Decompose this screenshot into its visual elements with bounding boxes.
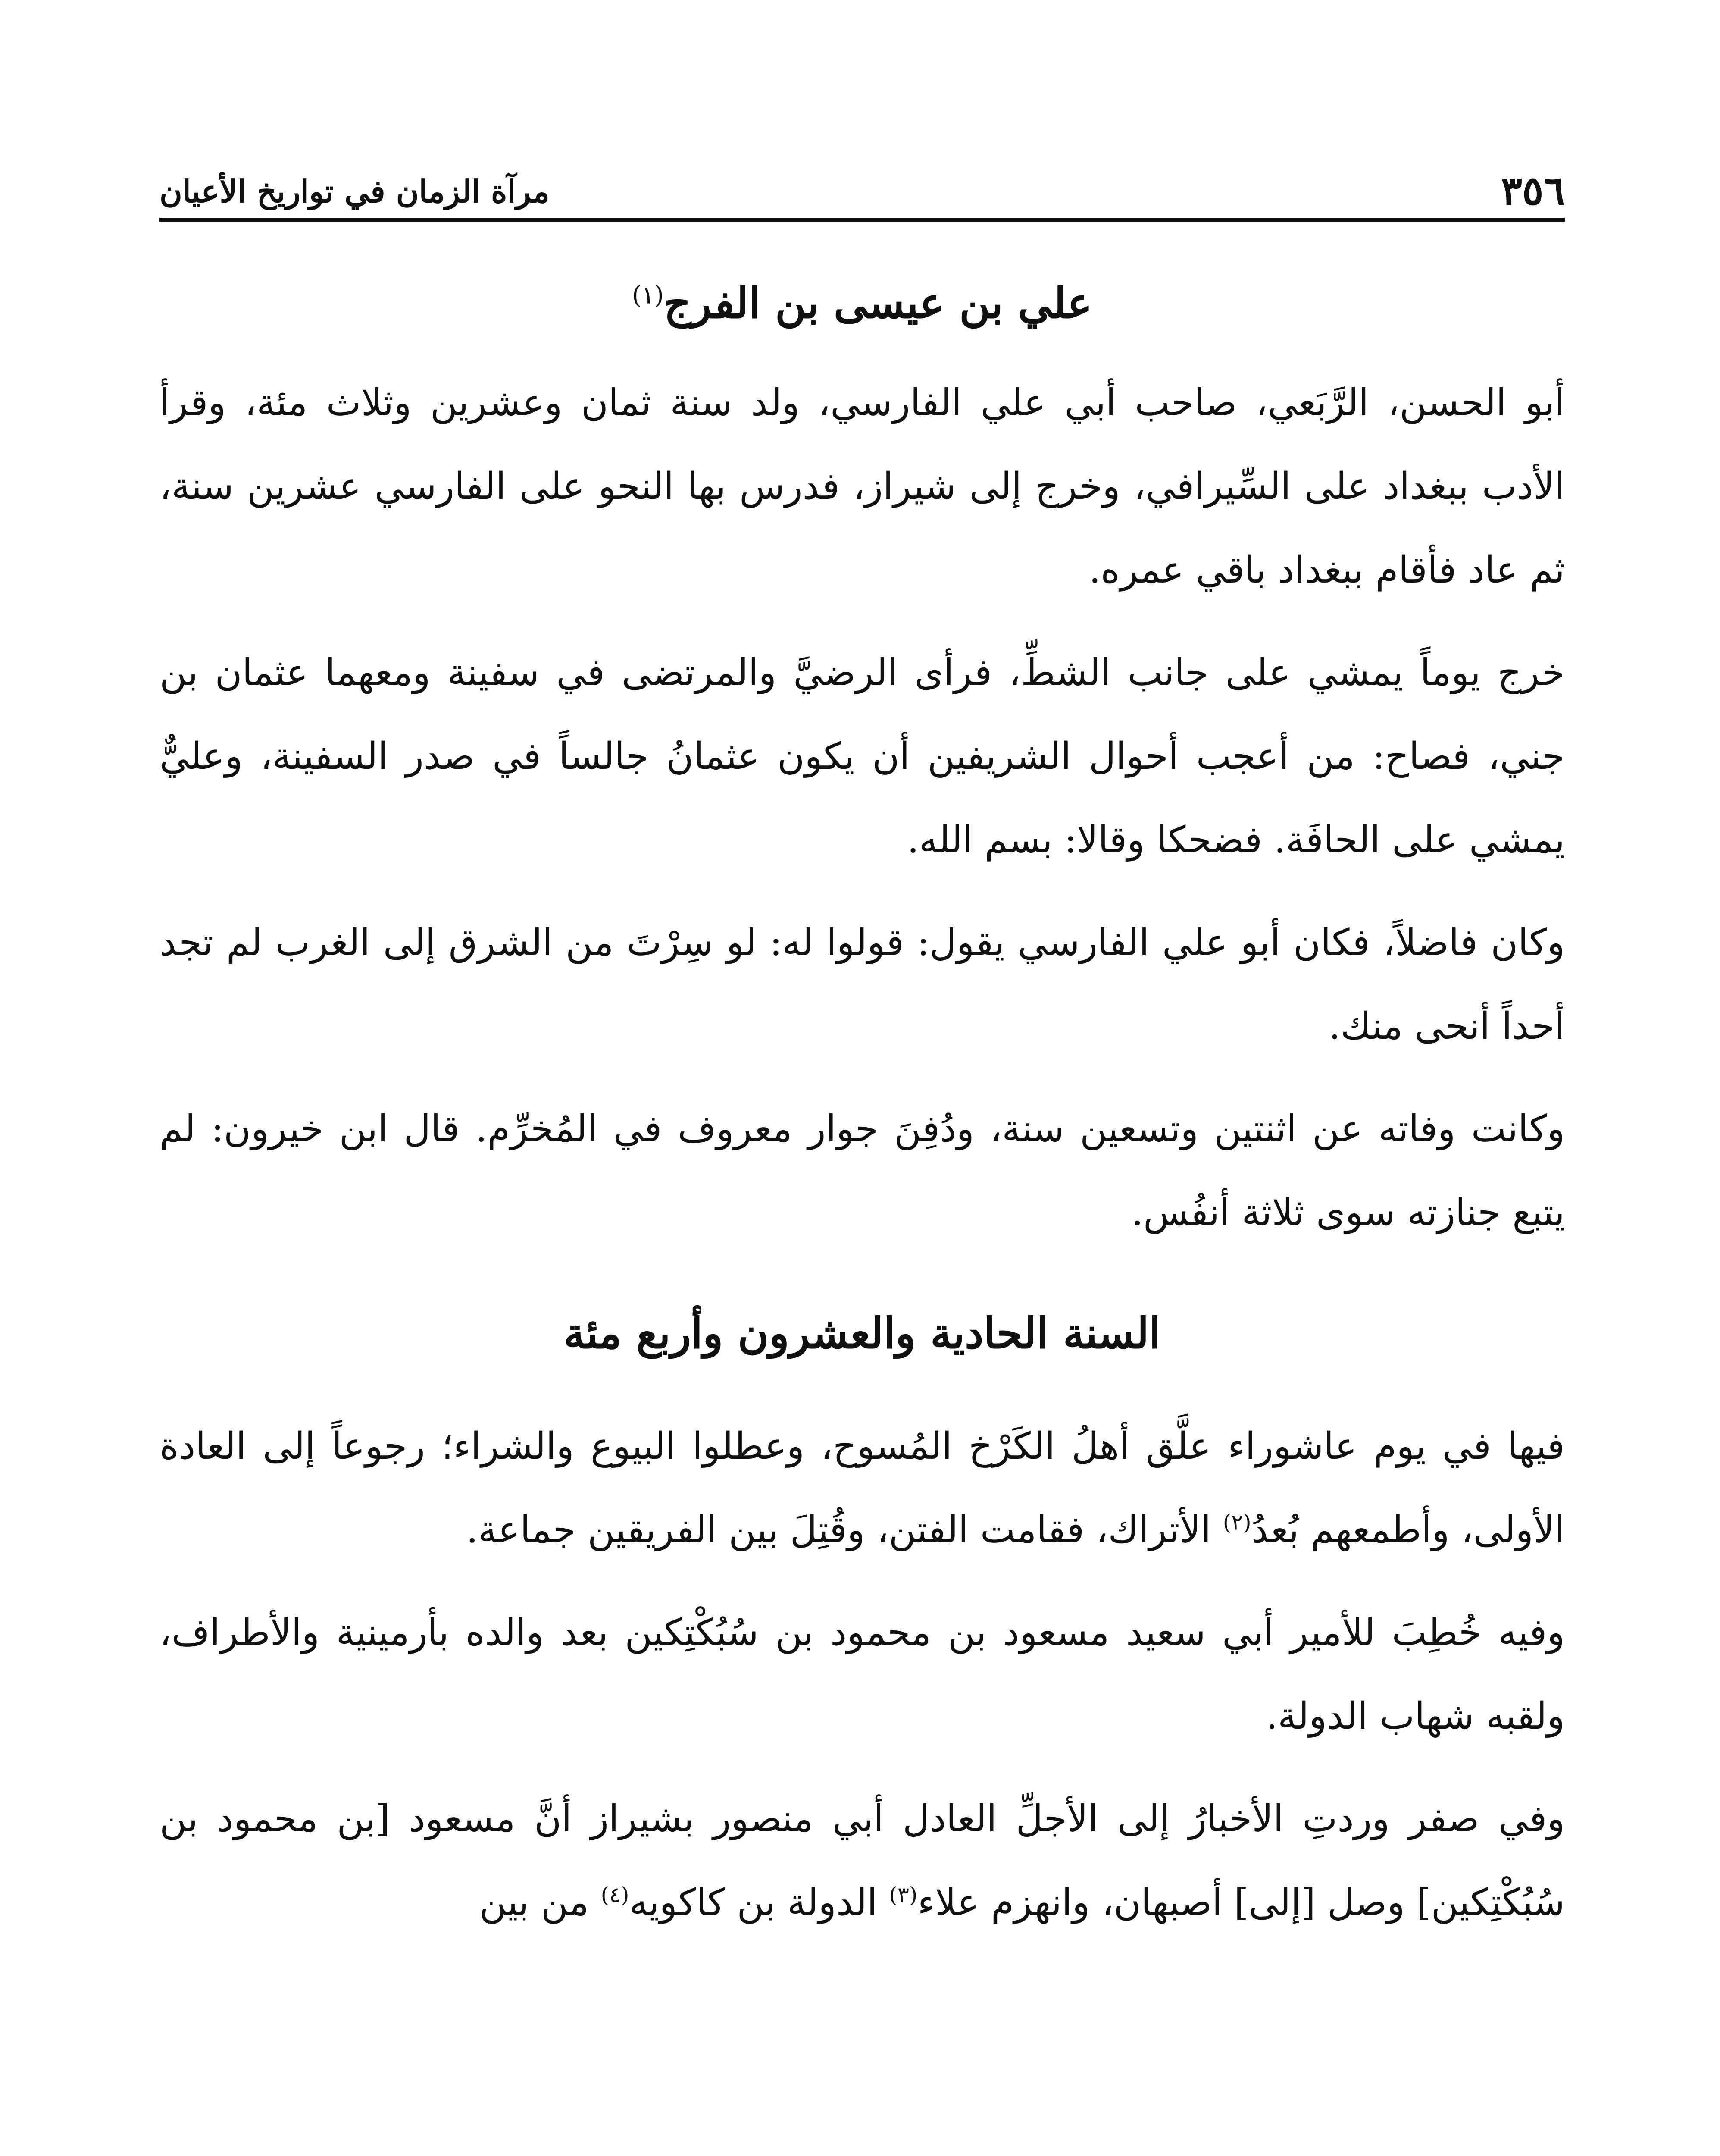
year-paragraph-text: فيها في يوم عاشوراء علَّق أهلُ الكَرْخ المُسوح، وعطلوا البيوع والشراء؛ رجوعاً إلى العادة الأولى، وأطمعهم بُعدُ [159,1424,1565,1551]
year-paragraph-text: الأتراك، فقامت الفتن، وقُتِلَ بين الفريقين جماعة. [466,1508,1223,1551]
footnote-ref-2: (٢) [1223,1510,1251,1535]
running-title: مرآة الزمان في تواريخ الأعيان [159,173,550,210]
page-body [159,276,1565,1963]
year-paragraph: وفيه خُطِبَ للأمير أبي سعيد مسعود بن محمود بن سُبُكْتِكين بعد والده بأرمينية والأطراف، ولقبه شهاب الدولة. [159,1611,1565,1738]
page-header [159,142,1565,216]
entry-paragraph: وكان فاضلاً، فكان أبو علي الفارسي يقول: قولوا له: لو سِرْتَ من الشرق إلى الغرب لم تجد أحداً أنحى منك. [159,921,1565,1048]
entry-title [159,276,1565,331]
year-paragraph [159,1777,1565,1944]
entry-paragraph: أبو الحسن، الرَّبَعي، صاحب أبي علي الفارسي، ولد سنة ثمان وعشرين وثلاث مئة، وقرأ الأدب ببغداد على السِّيرافي، وخرج إلى شيراز، فدرس بها النحو على الفارسي عشرين سنة، ثم عاد فأقام ببغداد باقي عمره. [159,381,1565,592]
entry-paragraph: وكانت وفاته عن اثنتين وتسعين سنة، ودُفِنَ جوار معروف في المُخرِّم. قال ابن خيرون: لم يتبع جنازته سوى ثلاثة أنفُس. [159,1107,1565,1235]
footnote-ref-1: (١) [632,281,664,310]
year-paragraph-text: من بين [479,1880,601,1924]
header-rule [159,218,1565,222]
entry-paragraph: خرج يوماً يمشي على جانب الشطِّ، فرأى الرضيَّ والمرتضى في سفينة ومعهما عثمان بن جني، فصاح: من أعجب أحوال الشريفين أن يكون عثمانُ جالساً في صدر السفينة، وعليٌّ يمشي على الحافَة. فضحكا وقالا: بسم الله. [159,651,1565,862]
page-number: ٣٥٦ [1501,167,1565,214]
year-section-title: السنة الحادية والعشرون وأربع مئة [563,1309,1161,1359]
footnote-ref-4: (٤) [600,1882,629,1908]
entry-title-text: علي بن عيسى بن الفرج [663,279,1092,328]
year-paragraph-text: الدولة بن كاكويه [629,1880,889,1924]
year-paragraph-text: وفي صفر وردتِ الأخبارُ إلى الأجلِّ العادل أبي منصور بشيراز أنَّ مسعود [بن محمود بن سُبُكْتِكين] وصل [إلى] أصبهان، وانهزم علاء [159,1797,1565,1924]
footnote-ref-3: (٣) [889,1882,918,1908]
year-paragraph [159,1404,1565,1572]
